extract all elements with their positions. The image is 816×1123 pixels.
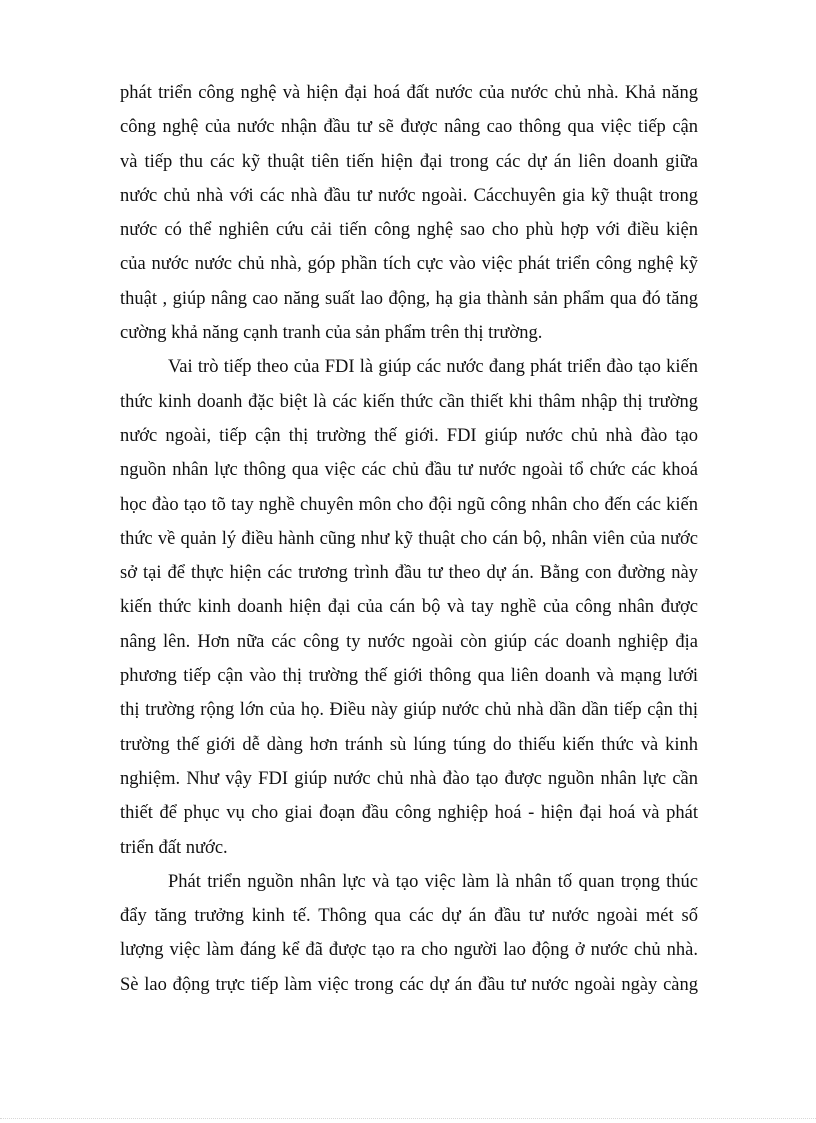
text-line: phát triển công nghệ và hiện đại hoá đất nước của nước chủ nhà. Khả năng bbox=[120, 83, 698, 103]
text-line: công nghệ của nước nhận đầu tư sẽ được nâng cao thông qua việc tiếp cận bbox=[120, 117, 698, 138]
text-line: đẩy tăng trưởng kinh tế. Thông qua các dự án đầu tư nước ngoài mét số bbox=[120, 906, 698, 927]
text-line: kiến thức kinh doanh hiện đại của cán bộ và tay nghề của công nhân được bbox=[120, 597, 698, 618]
text-line: thị trường rộng lớn của họ. Điều này giúp nước chủ nhà dần dần tiếp cận thị bbox=[120, 700, 698, 721]
text-line: Vai trò tiếp theo của FDI là giúp các nước đang phát triển đào tạo kiến bbox=[168, 357, 698, 378]
paragraph bbox=[120, 865, 698, 1002]
text-line: nước ngoài, tiếp cận thị trường thế giới. FDI giúp nước chủ nhà đào tạo bbox=[120, 425, 698, 446]
text-line: Sè lao động trực tiếp làm việc trong các dự án đầu tư nước ngoài ngày càng bbox=[120, 974, 698, 995]
paragraph bbox=[120, 350, 698, 864]
text-line: nước có thể nghiên cứu cải tiến công nghệ sao cho phù hợp với điều kiện bbox=[120, 220, 698, 241]
text-line: trường thế giới dễ dàng hơn tránh sù lúng túng do thiếu kiến thức và kinh bbox=[120, 734, 698, 755]
text-line: nguồn nhân lực thông qua việc các chủ đầu tư nước ngoài tổ chức các khoá bbox=[120, 460, 698, 481]
page-bottom-divider bbox=[0, 1118, 816, 1119]
text-line: sở tại để thực hiện các trương trình đầu tư theo dự án. Bằng con đường này bbox=[120, 563, 698, 584]
text-line: lượng việc làm đáng kể đã được tạo ra cho người lao động ở nước chủ nhà. bbox=[120, 940, 698, 961]
text-line: cường khả năng cạnh tranh của sản phẩm trên thị trường. bbox=[120, 323, 543, 344]
body-text bbox=[120, 76, 698, 1002]
text-line: học đào tạo tõ tay nghề chuyên môn cho đội ngũ công nhân cho đến các kiến bbox=[120, 494, 698, 515]
text-line: thuật , giúp nâng cao năng suất lao động, hạ gia thành sản phẩm qua đó tăng bbox=[120, 288, 698, 309]
text-line: nước chủ nhà với các nhà đầu tư nước ngoài. Cácchuyên gia kỹ thuật trong bbox=[120, 185, 698, 206]
text-line: nâng lên. Hơn nữa các công ty nước ngoài còn giúp các doanh nghiệp địa bbox=[120, 631, 698, 652]
text-line: thức kinh doanh đặc biệt là các kiến thức cần thiết khi thâm nhập thị trường bbox=[120, 391, 698, 412]
text-line: thiết để phục vụ cho giai đoạn đầu công nghiệp hoá - hiện đại hoá và phát bbox=[120, 803, 698, 824]
paragraph bbox=[120, 76, 698, 350]
text-line: thức về quản lý điều hành cũng như kỹ thuật cho cán bộ, nhân viên của nước bbox=[120, 528, 698, 549]
text-line: của nước nước chủ nhà, góp phần tích cực vào việc phát triển công nghệ kỹ bbox=[120, 254, 698, 275]
text-line: và tiếp thu các kỹ thuật tiên tiến hiện đại trong các dự án liên doanh giữa bbox=[120, 151, 698, 172]
text-line: phương tiếp cận vào thị trường thế giới thông qua liên doanh và mạng lưới bbox=[120, 666, 698, 687]
text-line: triển đất nước. bbox=[120, 837, 228, 858]
text-line: nghiệm. Như vậy FDI giúp nước chủ nhà đào tạo được nguồn nhân lực cần bbox=[120, 768, 698, 789]
text-line: Phát triển nguồn nhân lực và tạo việc làm là nhân tố quan trọng thúc bbox=[168, 871, 698, 892]
